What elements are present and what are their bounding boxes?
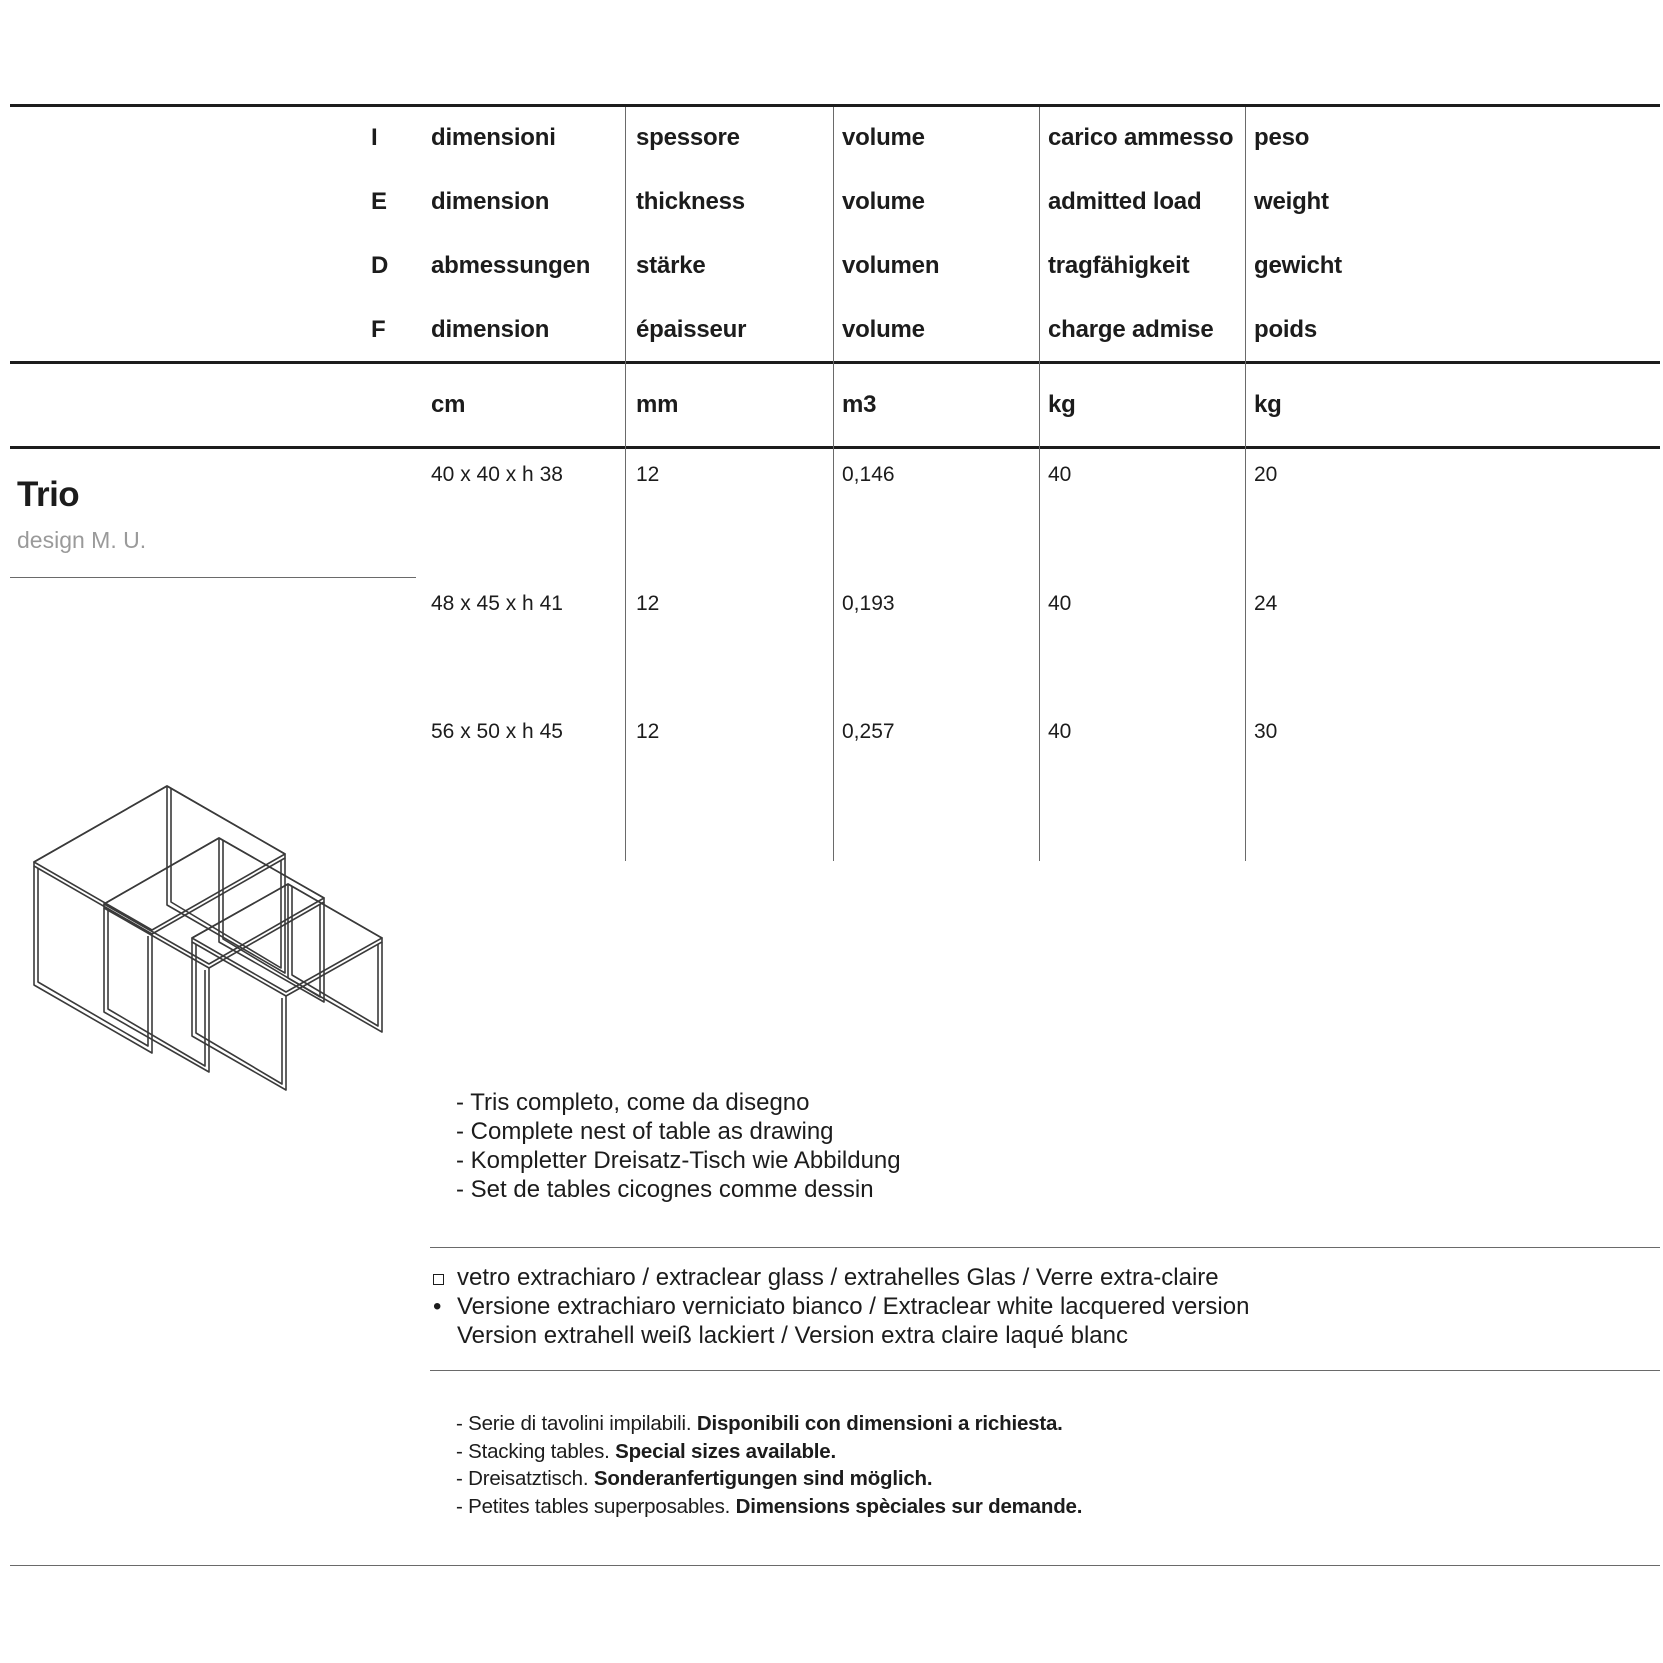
header-thickness-en: thickness bbox=[636, 188, 745, 215]
table-cell-dimension: 48 x 45 x h 41 bbox=[431, 592, 563, 615]
header-weight-en: weight bbox=[1254, 188, 1329, 215]
unit-dimension: cm bbox=[431, 391, 466, 418]
table-cell-thickness: 12 bbox=[636, 463, 660, 486]
medium-table-top bbox=[104, 838, 324, 964]
column-divider bbox=[625, 107, 626, 861]
header-rule bbox=[10, 361, 1660, 364]
header-load-en: admitted load bbox=[1048, 188, 1202, 215]
unit-rule bbox=[10, 446, 1660, 449]
language-code-en: E bbox=[371, 188, 388, 215]
finish-options bbox=[433, 1263, 1249, 1350]
finish-top-rule bbox=[430, 1247, 1660, 1248]
language-code-de: D bbox=[371, 252, 389, 279]
note-line: - Set de tables cicognes comme dessin bbox=[456, 1176, 874, 1203]
unit-thickness: mm bbox=[636, 391, 679, 418]
header-dimension-it: dimensioni bbox=[431, 124, 556, 151]
header-volume-fr: volume bbox=[842, 316, 925, 343]
medium-table-front-leg bbox=[104, 908, 209, 1072]
series-notes bbox=[456, 1410, 1082, 1520]
table-cell-load: 40 bbox=[1048, 463, 1072, 486]
column-divider bbox=[1245, 107, 1246, 861]
table-cell-weight: 20 bbox=[1254, 463, 1278, 486]
finish-lacquered-continued bbox=[433, 1321, 1249, 1350]
series-line: - Stacking tables. Special sizes available. bbox=[456, 1439, 836, 1463]
header-thickness-de: stärke bbox=[636, 252, 706, 279]
header-dimension-en: dimension bbox=[431, 188, 550, 215]
table-cell-thickness: 12 bbox=[636, 592, 660, 615]
finish-lacquered-label: Versione extrachiaro verniciato bianco / Extraclear white lacquered version bbox=[457, 1293, 1250, 1320]
table-cell-dimension: 40 x 40 x h 38 bbox=[431, 463, 563, 486]
unit-load: kg bbox=[1048, 391, 1076, 418]
note-line: - Tris completo, come da disegno bbox=[456, 1089, 810, 1116]
table-cell-load: 40 bbox=[1048, 720, 1072, 743]
finish-bottom-rule bbox=[430, 1370, 1660, 1371]
header-load-de: tragfähigkeit bbox=[1048, 252, 1190, 279]
column-divider bbox=[833, 107, 834, 861]
unit-volume: m3 bbox=[842, 391, 877, 418]
header-volume-de: volumen bbox=[842, 252, 940, 279]
table-cell-weight: 24 bbox=[1254, 592, 1278, 615]
product-rule bbox=[10, 577, 416, 578]
table-cell-load: 40 bbox=[1048, 592, 1072, 615]
finish-glass bbox=[433, 1263, 1249, 1292]
unit-weight: kg bbox=[1254, 391, 1282, 418]
product-name: Trio bbox=[17, 475, 80, 514]
column-divider bbox=[1039, 107, 1040, 861]
bullet-icon: • bbox=[433, 1293, 442, 1320]
table-cell-thickness: 12 bbox=[636, 720, 660, 743]
square-outline-icon bbox=[433, 1274, 444, 1285]
finish-lacquered bbox=[433, 1292, 1249, 1321]
product-designer: design M. U. bbox=[17, 527, 147, 553]
table-cell-volume: 0,146 bbox=[842, 463, 895, 486]
finish-lacquered-label-2: Version extrahell weiß lackiert / Version extra claire laqué blanc bbox=[457, 1322, 1128, 1349]
language-code-fr: F bbox=[371, 316, 386, 343]
large-table-top bbox=[34, 786, 285, 930]
note-line: - Kompletter Dreisatz-Tisch wie Abbildung bbox=[456, 1147, 901, 1174]
header-dimension-fr: dimension bbox=[431, 316, 550, 343]
header-thickness-fr: épaisseur bbox=[636, 316, 747, 343]
header-load-fr: charge admise bbox=[1048, 316, 1214, 343]
top-rule bbox=[10, 104, 1660, 107]
header-weight-it: peso bbox=[1254, 124, 1310, 151]
note-line: - Complete nest of table as drawing bbox=[456, 1118, 834, 1145]
header-weight-de: gewicht bbox=[1254, 252, 1342, 279]
table-cell-volume: 0,257 bbox=[842, 720, 895, 743]
header-thickness-it: spessore bbox=[636, 124, 740, 151]
series-line: - Petites tables superposables. Dimensions spèciales sur demande. bbox=[456, 1494, 1083, 1518]
large-table-back-leg bbox=[167, 786, 285, 973]
header-load-it: carico ammesso bbox=[1048, 124, 1234, 151]
table-cell-dimension: 56 x 50 x h 45 bbox=[431, 720, 563, 743]
series-line: - Serie di tavolini impilabili. Disponibili con dimensioni a richiesta. bbox=[456, 1412, 1063, 1435]
small-table-back-leg bbox=[288, 884, 382, 1032]
finish-glass-label: vetro extrachiaro / extraclear glass / extrahelles Glas / Verre extra-claire bbox=[457, 1264, 1219, 1291]
series-line: - Dreisatztisch. Sonderanfertigungen sind möglich. bbox=[456, 1467, 933, 1490]
header-dimension-de: abmessungen bbox=[431, 252, 591, 279]
header-volume-en: volume bbox=[842, 188, 925, 215]
table-cell-weight: 30 bbox=[1254, 720, 1278, 743]
notes-list bbox=[456, 1088, 901, 1204]
header-weight-fr: poids bbox=[1254, 316, 1317, 343]
nesting-tables-icon bbox=[20, 780, 390, 1120]
table-cell-volume: 0,193 bbox=[842, 592, 895, 615]
language-code-it: I bbox=[371, 124, 378, 151]
small-table-top bbox=[192, 884, 382, 992]
header-volume-it: volume bbox=[842, 124, 925, 151]
bottom-rule bbox=[10, 1565, 1660, 1566]
